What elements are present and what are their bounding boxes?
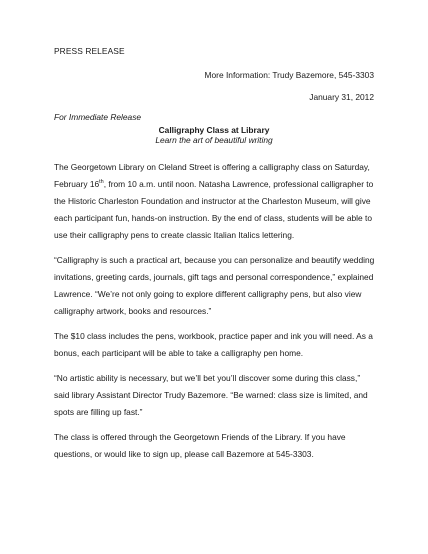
article-subtitle: Learn the art of beautiful writing: [155, 135, 273, 145]
contact-info: More Information: Trudy Bazemore, 545-3303: [204, 70, 374, 80]
release-date: January 31, 2012: [309, 92, 374, 102]
paragraph-1-text-a: The Georgetown Library on Cleland Street is offering a calligraphy class on Saturday, February 16: [54, 162, 370, 189]
article-body: [54, 159, 376, 471]
paragraph-2: “Calligraphy is such a practical art, because you can personalize and beautify wedding invitations, greeting cards, journals, gift tags and personal correspondence,” explained Lawrence. “We’re not only going to explore different calligraphy pens, but also view calligraphy artwork, books and resources.”: [54, 255, 375, 316]
article-title: Calligraphy Class at Library: [158, 125, 270, 135]
paragraph-1: [54, 159, 376, 244]
press-release-label: PRESS RELEASE: [54, 46, 125, 56]
paragraph-1-superscript: th: [99, 179, 104, 185]
paragraph-4: “No artistic ability is necessary, but we’ll bet you’ll discover some during this class,” said library Assistant Director Trudy Bazemore. “Be warned: class size is limited, and spots are filling up fast.”: [54, 373, 368, 417]
paragraph-1-text-b: , from 10 a.m. until noon. Natasha Lawrence, professional calligrapher to the Historic Charleston Foundation and instructor at the Charleston Museum, will give each participant fun, hands-on instruction. By the end of class, students will be able to use their calligraphy pens to create classic Italian Italics lettering.: [54, 179, 374, 240]
paragraph-5: The class is offered through the Georgetown Friends of the Library. If you have questions, or would like to sign up, please call Bazemore at 545-3303.: [54, 432, 346, 459]
release-note: For Immediate Release: [54, 112, 142, 122]
paragraph-3: The $10 class includes the pens, workbook, practice paper and ink you will need. As a bonus, each participant will be able to take a calligraphy pen home.: [54, 331, 373, 358]
